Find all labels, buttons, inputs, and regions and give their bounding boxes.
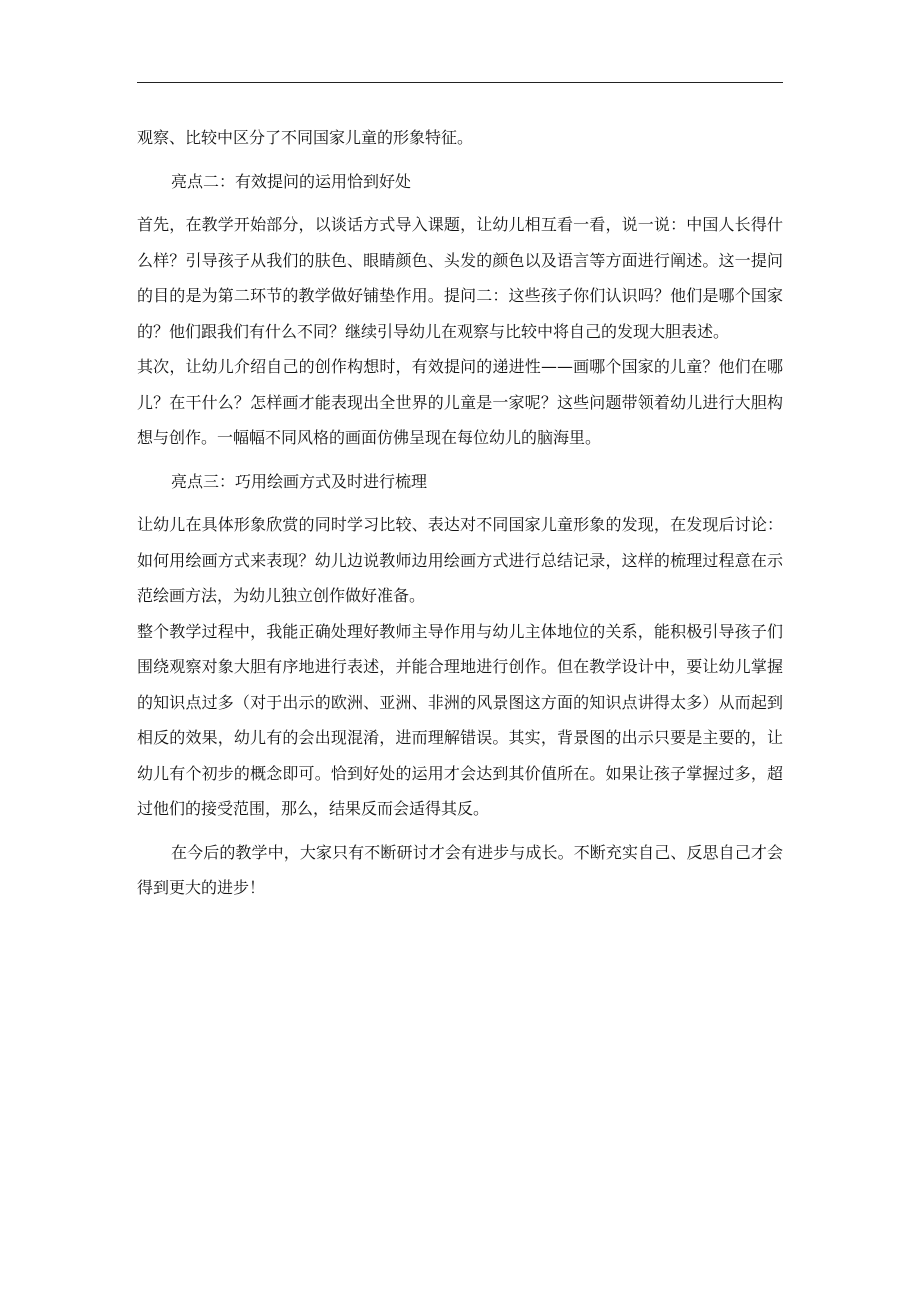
paragraph-second-questions: 其次，让幼儿介绍自己的创作构想时，有效提问的递进性——画哪个国家的儿童？他们在哪儿？在干什么？怎样画才能表现出全世界的儿童是一家呢？这些问题带领着幼儿进行大胆构想与创作。一幅幅不同风格的画面仿佛呈现在每位幼儿的脑海里。 (137, 357, 783, 447)
paragraph-reflection: 整个教学过程中，我能正确处理好教师主导作用与幼儿主体地位的关系，能积极引导孩子们围绕观察对象大胆有序地进行表述，并能合理地进行创作。但在教学设计中，要让幼儿掌握的知识点过多（对于出示的欧洲、亚洲、非洲的风景图这方面的知识点讲得太多）从而起到相反的效果，幼儿有的会出现混淆，进而理解错误。其实，背景图的出示只要是主要的，让幼儿有个初步的概念即可。恰到好处的运用才会达到其价值所在。如果让孩子掌握过多，超过他们的接受范围，那么，结果反而会适得其反。 (137, 621, 783, 818)
highlight-two-heading: 亮点二：有效提问的运用恰到好处 (171, 171, 412, 191)
document-body (137, 120, 783, 906)
paragraph-continuation: 观察、比较中区分了不同国家儿童的形象特征。 (137, 128, 474, 147)
paragraph-drawing-method: 让幼儿在具体形象欣赏的同时学习比较、表达对不同国家儿童形象的发现，在发现后讨论：如何用绘画方式来表现？幼儿边说教师边用绘画方式进行总结记录，这样的梳理过程意在示范绘画方法，为幼儿独立创作做好准备。 (137, 515, 783, 605)
highlight-three-heading: 亮点三：巧用绘画方式及时进行梳理 (171, 471, 428, 491)
paragraph-conclusion: 在今后的教学中，大家只有不断研讨才会有进步与成长。不断充实自己、反思自己才会得到更大的进步！ (137, 842, 783, 897)
paragraph-first-questions: 首先，在教学开始部分，以谈话方式导入课题，让幼儿相互看一看，说一说：中国人长得什么样？引导孩子从我们的肤色、眼睛颜色、头发的颜色以及语言等方面进行阐述。这一提问的目的是为第二环节的教学做好铺垫作用。提问二：这些孩子你们认识吗？他们是哪个国家的？他们跟我们有什么不同？继续引导幼儿在观察与比较中将自己的发现大胆表述。 (137, 215, 783, 341)
header-rule (137, 82, 783, 83)
